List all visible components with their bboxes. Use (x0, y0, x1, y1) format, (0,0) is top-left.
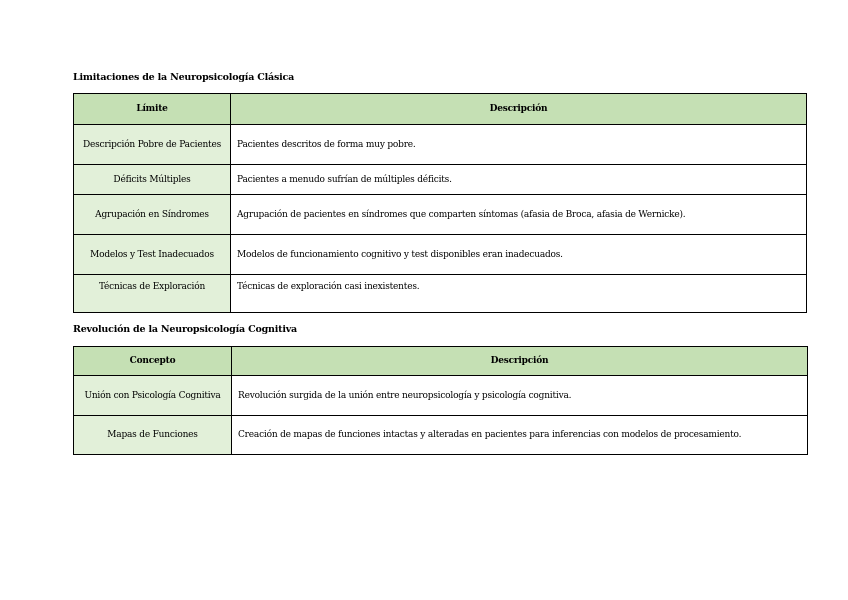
row-key-cell: Mapas de Funciones (74, 416, 232, 455)
table-row (74, 235, 807, 275)
column-header-descripcion: Descripción (231, 94, 807, 125)
row-key-cell: Déficits Múltiples (74, 165, 231, 195)
row-description-cell: Técnicas de exploración casi inexistentes. (231, 275, 807, 313)
table-row (74, 376, 808, 416)
row-description-cell: Pacientes descritos de forma muy pobre. (231, 125, 807, 165)
row-key-cell: Unión con Psicología Cognitiva (74, 376, 232, 416)
row-key-cell: Descripción Pobre de Pacientes (74, 125, 231, 165)
column-header-descripcion: Descripción (232, 347, 808, 376)
revolucion-table (73, 346, 808, 455)
row-description-cell: Pacientes a menudo sufrían de múltiples déficits. (231, 165, 807, 195)
table-header-row (74, 94, 807, 125)
table-header-row (74, 347, 808, 376)
row-description-cell: Modelos de funcionamiento cognitivo y test disponibles eran inadecuados. (231, 235, 807, 275)
row-description-cell: Revolución surgida de la unión entre neuropsicología y psicología cognitiva. (232, 376, 808, 416)
row-key-cell: Técnicas de Exploración (74, 275, 231, 313)
column-header-concepto: Concepto (74, 347, 232, 376)
table-row (74, 165, 807, 195)
limitaciones-table (73, 93, 807, 313)
section-title-revolucion: Revolución de la Neuropsicología Cognitiva (73, 324, 298, 335)
row-description-cell: Agrupación de pacientes en síndromes que comparten síntomas (afasia de Broca, afasia de Wernicke). (231, 195, 807, 235)
table-row (74, 416, 808, 455)
section-title-limitaciones: Limitaciones de la Neuropsicología Clásica (73, 72, 295, 83)
table-row (74, 195, 807, 235)
table-row (74, 125, 807, 165)
row-key-cell: Modelos y Test Inadecuados (74, 235, 231, 275)
row-key-cell: Agrupación en Síndromes (74, 195, 231, 235)
column-header-limite: Límite (74, 94, 231, 125)
row-description-cell: Creación de mapas de funciones intactas y alteradas en pacientes para inferencias con modelos de procesamiento. (232, 416, 808, 455)
table-row (74, 275, 807, 313)
